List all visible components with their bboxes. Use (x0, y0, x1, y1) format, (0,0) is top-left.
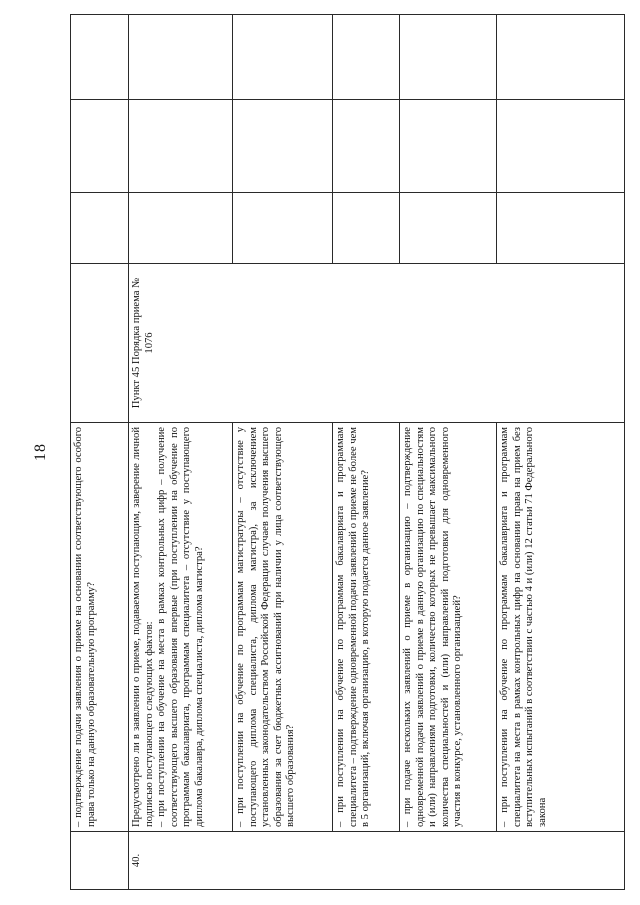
answer-cell (400, 15, 497, 100)
question-item: – при поступлении на обучение по программам бакалавриата и программам специалитета – подтверждение одновременной подачи заявлений о приеме не более чем в 5 организаций, включая организацию, в которую подается данное заявление? (335, 427, 371, 827)
question-cell (233, 423, 333, 832)
rotated-table-wrapper (70, 15, 624, 890)
answer-cell (233, 193, 333, 264)
answer-cell (333, 100, 400, 193)
question-item: – при подаче нескольких заявлений о приеме в организацию – подтверждение одновременной подачи заявлений о приеме в данную организацию по специальностям и (или) направлениям подготовки, количество которых не превышает максимального количества специальностей и (или) направлений подготовки для одновременного участия в конкурсе, установленного организацией? (402, 427, 463, 827)
answer-cell (71, 193, 129, 264)
answer-cell (497, 100, 625, 193)
source-cell: Пункт 45 Порядка приема № 1076 (129, 264, 625, 423)
source-cell (71, 264, 129, 423)
answer-cell (233, 100, 333, 193)
page-number: 18 (32, 443, 49, 461)
table-row (129, 15, 233, 890)
prev-row-question: – подтверждение подачи заявления о приеме на основании соответствующего особого права только на данную образовательную программу? (73, 427, 97, 827)
question-cell (129, 423, 233, 832)
table-row (233, 15, 333, 890)
table-row (333, 15, 400, 890)
question-item: – при поступлении на обучение по программам бакалавриата и программам специалитета на места в рамках контрольных цифр на основании права на прием без вступительных испытаний в соответствии с частью 4 и (или) 12 статьи 71 Федерального закона (499, 427, 548, 827)
answer-cell (71, 100, 129, 193)
row-number-cell (71, 832, 129, 890)
answer-cell (400, 193, 497, 264)
table-row (71, 15, 129, 890)
checklist-table (70, 14, 625, 890)
question-cell (71, 423, 129, 832)
answer-cell (333, 193, 400, 264)
answer-cell (497, 15, 625, 100)
answer-cell (129, 100, 233, 193)
answer-cell (233, 15, 333, 100)
answer-cell (71, 15, 129, 100)
question-cell (333, 423, 400, 832)
question-item: – при поступлении на обучение на места в рамках контрольных цифр – получение соответствующего высшего образования впервые (при поступлении на обучение по программам бакалавриата, программам специалитета – отсутствие у поступающего диплома бакалавра, диплома специалиста, диплома магистра? (156, 427, 205, 827)
answer-cell (129, 193, 233, 264)
answer-cell (333, 15, 400, 100)
answer-cell (129, 15, 233, 100)
table-row (497, 15, 625, 890)
question-item: – при поступлении на обучение по программам магистратуры – отсутствие у поступающего диплома специалиста, диплома магистра), за исключением установленных законодательством Российской Федерации случаев получения высшего образования за счет бюджетных ассигнований при наличии у лица соответствующего высшего образования? (235, 427, 296, 827)
answer-cell (497, 193, 625, 264)
row-number-cell: 40. (129, 832, 625, 890)
table-row (400, 15, 497, 890)
question-cell (400, 423, 497, 832)
question-cell (497, 423, 625, 832)
question-intro: Предусмотрено ли в заявлении о приеме, подаваемом поступающим, заверение личной подписью поступающего следующих фактов: (131, 427, 155, 827)
answer-cell (400, 100, 497, 193)
